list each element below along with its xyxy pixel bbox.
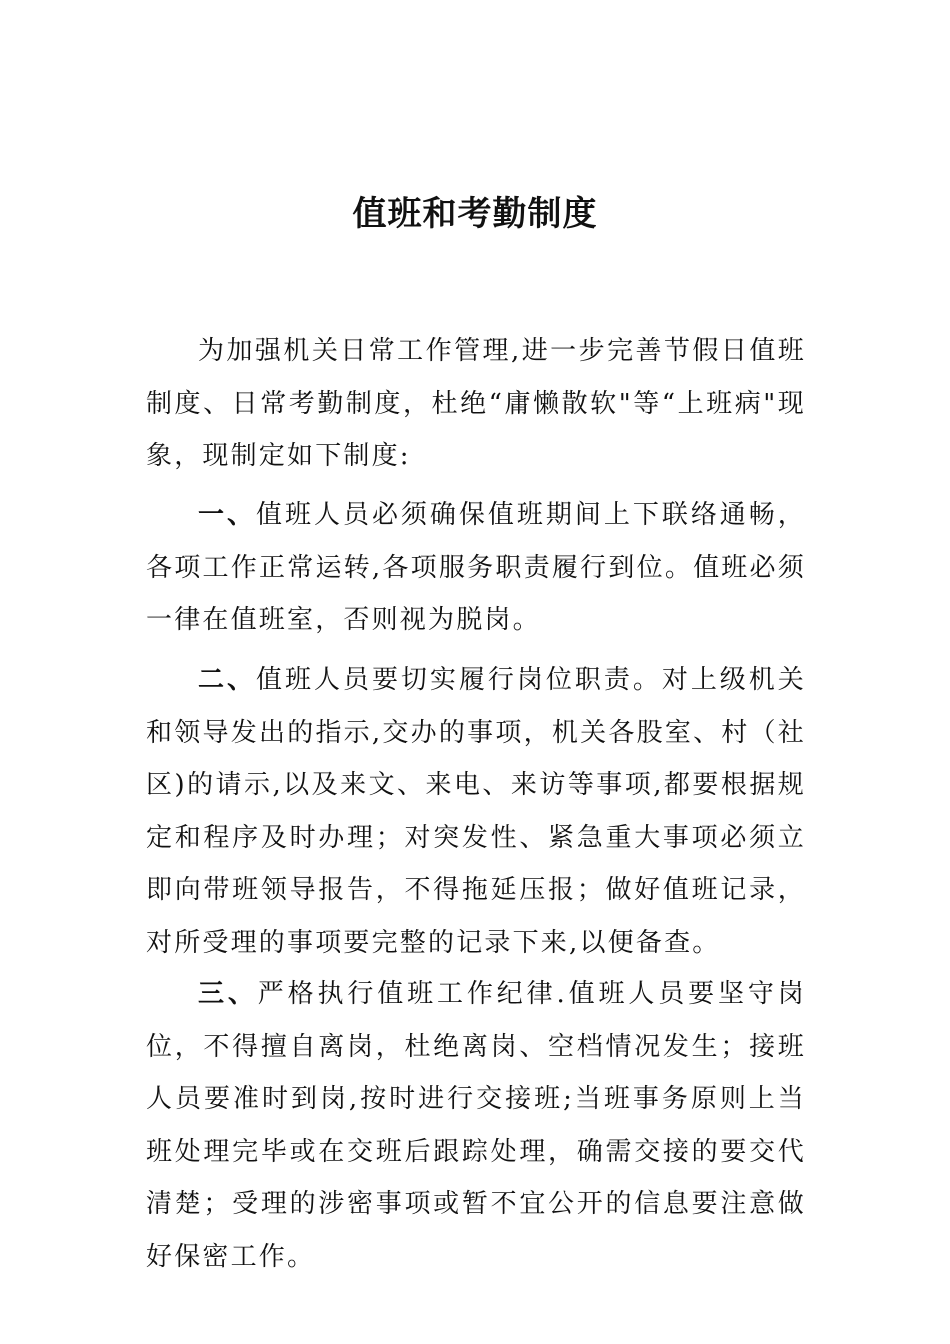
section-1-number: 一、 (198, 500, 256, 530)
section-3-number: 三、 (198, 979, 258, 1009)
section-3-text: 严格执行值班工作纪律.值班人员要坚守岗位，不得擅自离岗，杜绝离岗、空档情况发生；接班人员要准时到岗,按时进行交接班;当班事务原则上当班处理完毕或在交班后跟踪处理，确需交接的要交代清楚；受理的涉密事项或暂不宜公开的信息要注意做好保密工作。 (146, 979, 806, 1272)
section-paragraph-1 (146, 489, 806, 647)
intro-paragraph: 为加强机关日常工作管理,进一步完善节假日值班制度、日常考勤制度，杜绝“庸懒散软"等“上班病"现象，现制定如下制度: (146, 336, 806, 471)
section-2-number: 二、 (198, 665, 256, 695)
section-paragraph-3 (146, 968, 806, 1283)
section-paragraph-2 (146, 654, 806, 969)
document-title: 值班和考勤制度 (352, 194, 598, 234)
section-1-text: 值班人员必须确保值班期间上下联络通畅，各项工作正常运转,各项服务职责履行到位。值班必须一律在值班室，否则视为脱岗。 (146, 500, 806, 635)
section-2-text: 值班人员要切实履行岗位职责。对上级机关和领导发出的指示,交办的事项，机关各股室、村（社区)的请示,以及来文、来电、来访等事项,都要根据规定和程序及时办理；对突发性、紧急重大事项必须立即向带班领导报告，不得拖延压报；做好值班记录，对所受理的事项要完整的记录下来,以便备查。 (146, 665, 806, 958)
